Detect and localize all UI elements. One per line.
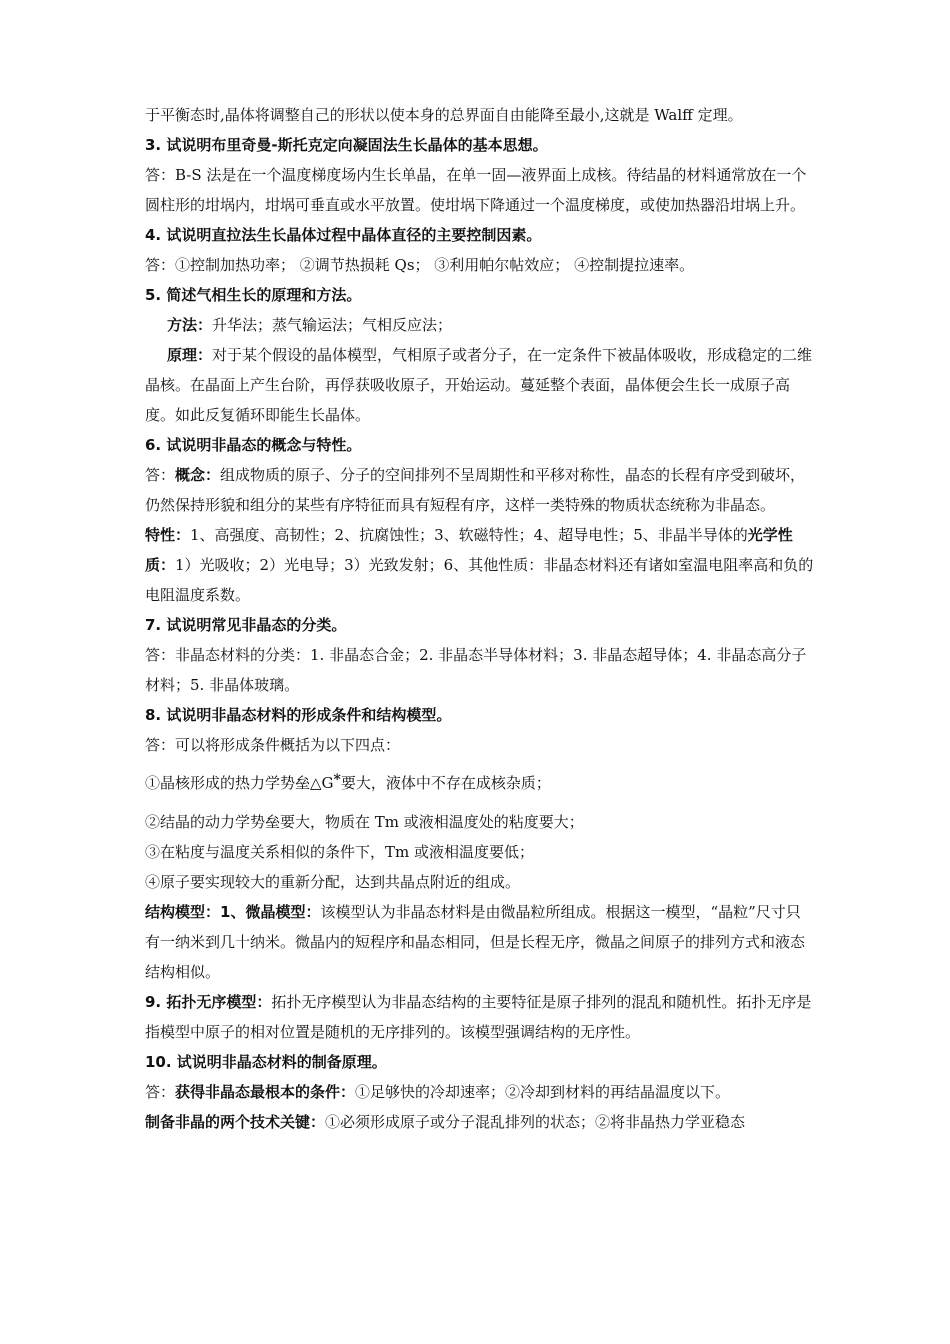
optical-label: 光学性质：	[145, 526, 793, 574]
question-10-heading: 10. 试说明非晶态材料的制备原理。	[145, 1053, 387, 1071]
answer-prefix: 答：	[145, 1083, 176, 1101]
document-page	[145, 100, 815, 1137]
question-3-heading: 3. 试说明布里奇曼-斯托克定向凝固法生长晶体的基本思想。	[145, 136, 548, 154]
answer-3: 答：B-S 法是在一个温度梯度场内生长单晶，在单一固—液界面上成核。待结晶的材料通常放在一个圆柱形的坩埚内，坩埚可垂直或水平放置。使坩埚下降通过一个温度梯度，或使加热器沿坩埚上升。	[145, 166, 807, 214]
structure-model	[145, 897, 815, 987]
condition-2: ②结晶的动力学势垒要大，物质在 Tm 或液相温度处的粘度要大；	[145, 813, 584, 831]
condition-1	[145, 768, 815, 799]
condition-text: ①足够快的冷却速率；②冷却到材料的再结晶温度以下。	[355, 1083, 731, 1101]
question-6-heading: 6. 试说明非晶态的概念与特性。	[145, 436, 362, 454]
condition-1-post: 要大，液体中不存在成核杂质；	[340, 774, 551, 792]
topology-model-label: 9. 拓扑无序模型：	[145, 993, 272, 1011]
answer-6-features	[145, 520, 815, 610]
question-8-heading: 8. 试说明非晶态材料的形成条件和结构模型。	[145, 706, 452, 724]
feature-text-1: 1、高强度、高韧性；2、抗腐蚀性；3、软磁特性；4、超导电性；5、非晶半导体的	[190, 526, 748, 544]
answer-4: 答：①控制加热功率； ②调节热损耗 Qs； ③利用帕尔帖效应； ④控制提拉速率。	[145, 256, 695, 274]
paragraph-wulff: 于平衡态时,晶体将调整自己的形状以使本身的总界面自由能降至最小,这就是 Walff 定理。	[145, 106, 743, 124]
condition-4: ④原子要实现较大的重新分配，达到共晶点附近的组成。	[145, 873, 521, 891]
principle-text: 对于某个假设的晶体模型，气相原子或者分子，在一定条件下被晶体吸收，形成稳定的二维晶核。在晶面上产生台阶，再俘获吸收原子，开始运动。蔓延整个表面，晶体便会生长一成原子高度。如此反复循环即能生长晶体。	[145, 346, 813, 424]
key-text: ①必须形成原子或分子混乱排列的状态；②将非晶热力学亚稳态	[325, 1113, 746, 1131]
answer-5-principle	[145, 340, 815, 430]
superscript-star: *	[333, 772, 341, 788]
concept-label: 概念：	[175, 466, 221, 484]
condition-3: ③在粘度与温度关系相似的条件下，Tm 或液相温度要低；	[145, 843, 534, 861]
feature-label: 特性：	[145, 526, 191, 544]
structure-model-label: 结构模型：1、微晶模型：	[145, 903, 321, 921]
method-text: 升华法；蒸气输运法；气相反应法；	[212, 316, 453, 334]
topology-model-text: 拓扑无序模型认为非晶态结构的主要特征是原子排列的混乱和随机性。拓扑无序是指模型中原子的相对位置是随机的无序排列的。该模型强调结构的无序性。	[145, 993, 812, 1041]
answer-prefix: 答：	[145, 466, 176, 484]
question-7-heading: 7. 试说明常见非晶态的分类。	[145, 616, 347, 634]
structure-model-text: 该模型认为非晶态材料是由微晶粒所组成。根据这一模型，“晶粒”尺寸只有一纳米到几十纳米。微晶内的短程序和晶态相同，但是长程无序，微晶之间原子的排列方式和液态结构相似。	[145, 903, 806, 981]
answer-8-intro: 答：可以将形成条件概括为以下四点：	[145, 736, 401, 754]
spacer	[145, 799, 815, 807]
method-label: 方法：	[167, 316, 213, 334]
answer-10-condition	[145, 1077, 815, 1107]
condition-label: 获得非晶态最根本的条件：	[175, 1083, 356, 1101]
answer-7: 答：非晶态材料的分类：1. 非晶态合金；2. 非晶态半导体材料；3. 非晶态超导体；4. 非晶态高分子材料；5. 非晶体玻璃。	[145, 646, 807, 694]
question-4-heading: 4. 试说明直拉法生长晶体过程中晶体直径的主要控制因素。	[145, 226, 542, 244]
principle-label: 原理：	[167, 346, 213, 364]
question-5-heading: 5. 简述气相生长的原理和方法。	[145, 286, 362, 304]
feature-text-2: 1）光吸收；2）光电导；3）光致发射；6、其他性质：非晶态材料还有诸如室温电阻率高和负的电阻温度系数。	[145, 556, 814, 604]
concept-text: 组成物质的原子、分子的空间排列不呈周期性和平移对称性，晶态的长程有序受到破坏，仍然保持形貌和组分的某些有序特征而具有短程有序，这样一类特殊的物质状态统称为非晶态。	[145, 466, 806, 514]
answer-6-concept	[145, 460, 815, 520]
condition-1-pre: ①晶核形成的热力学势垒△G	[145, 774, 334, 792]
answer-10-key	[145, 1107, 815, 1137]
topology-model	[145, 987, 815, 1047]
key-label: 制备非晶的两个技术关键：	[145, 1113, 326, 1131]
spacer	[145, 760, 815, 768]
answer-5-method	[145, 310, 815, 340]
